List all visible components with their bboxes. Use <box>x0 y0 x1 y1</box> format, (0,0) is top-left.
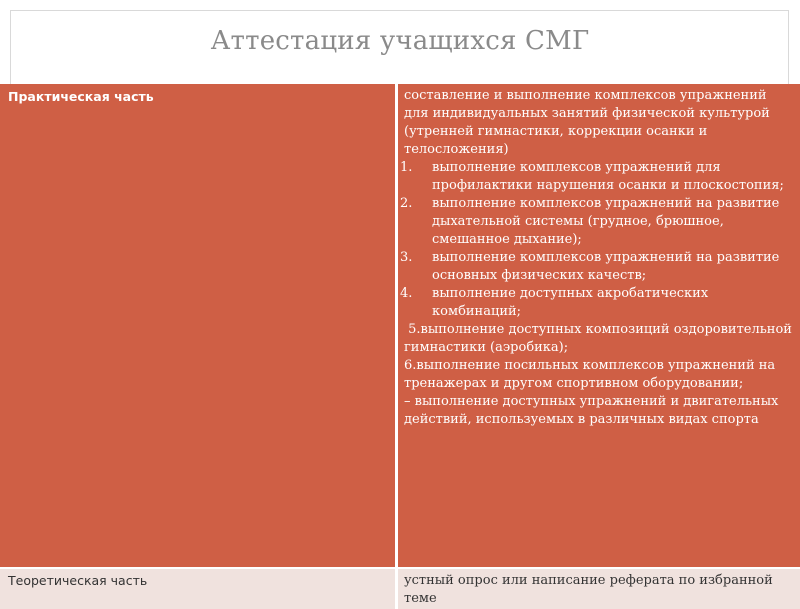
table-row-theory-label: Теоретическая часть <box>0 569 395 609</box>
list-item: 3. выполнение комплексов упражнений на развитие основных физических качеств; <box>400 250 780 283</box>
list-item: 2. выполнение комплексов упражнений на развитие дыхательной системы (грудное, брюшное, смешанное дыхание); <box>400 196 780 247</box>
table-row-practical-content <box>398 84 800 567</box>
attestation-table <box>0 84 800 606</box>
row-divider <box>0 567 800 569</box>
practical-numbered-list <box>400 159 794 321</box>
table-row-practical-label: Практическая часть <box>0 84 395 567</box>
practical-intro: составление и выполнение комплексов упражнений для индивидуальных занятий физической культурой (утренней гимнастики, коррекции осанки и телосложения) <box>404 88 770 157</box>
list-item: 1. выполнение комплексов упражнений для профилактики нарушения осанки и плоскостопия; <box>400 160 784 193</box>
practical-extra-item: 5.выполнение доступных композиций оздоровительной гимнастики (аэробика); <box>404 322 797 355</box>
column-divider <box>395 84 398 609</box>
practical-extra-item: – выполнение доступных упражнений и двигательных действий, используемых в различных видах спорта <box>404 394 779 427</box>
table-row-theory-content: устный опрос или написание реферата по избранной теме <box>398 569 800 609</box>
slide-title: Аттестация учащихся СМГ <box>210 26 590 56</box>
list-item: 4. выполнение доступных акробатических комбинаций; <box>400 286 709 319</box>
practical-extra-item: 6.выполнение посильных комплексов упражнений на тренажерах и другом спортивном оборудовании; <box>404 358 776 391</box>
